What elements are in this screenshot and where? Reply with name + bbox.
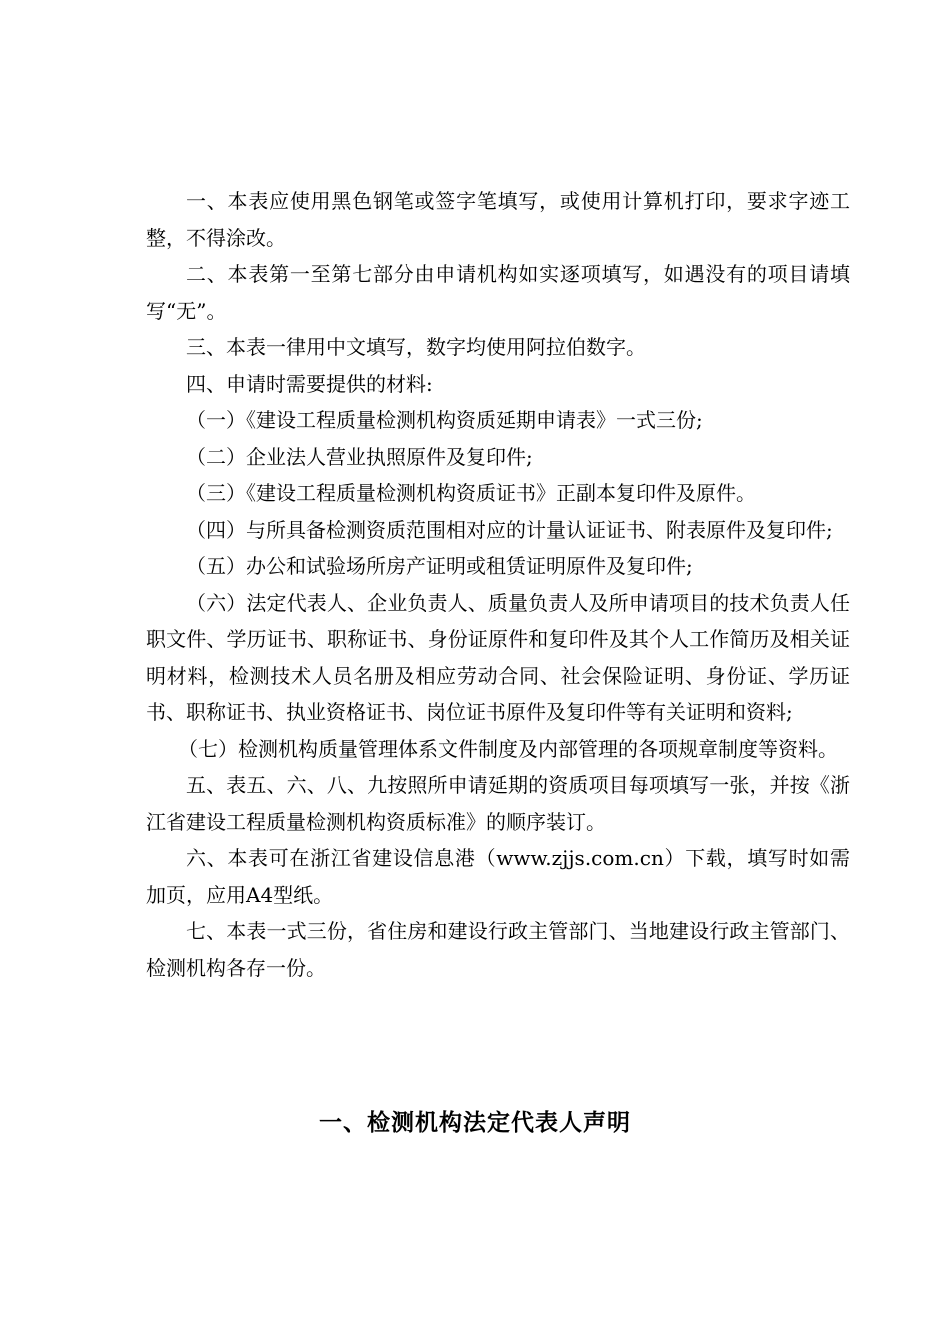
instructions-block xyxy=(146,183,850,986)
instruction-5: 五、表五、六、八、九按照所申请延期的资质项目每项填写一张，并按《浙江省建设工程质量检测机构资质标准》的顺序装订。 xyxy=(146,773,850,834)
instruction-2: 二、本表第一至第七部分由申请机构如实逐项填写，如遇没有的项目请填写“无”。 xyxy=(146,262,850,323)
material-item-4: （四）与所具备检测资质范围相对应的计量认证证书、附表原件及复印件; xyxy=(186,517,833,542)
material-item-6: （六）法定代表人、企业负责人、质量负责人及所申请项目的技术负责人任职文件、学历证书、职称证书、身份证原件和复印件及其个人工作简历及相关证明材料，检测技术人员名册及相应劳动合同、社会保险证明、身份证、学历证书、职称证书、执业资格证书、岗位证书原件及复印件等有关证明和资料; xyxy=(146,590,850,724)
material-item-1: （一）《建设工程质量检测机构资质延期申请表》一式三份; xyxy=(186,408,703,432)
material-item-2: （二）企业法人营业执照原件及复印件; xyxy=(186,444,533,469)
instruction-3: 三、本表一律用中文填写，数字均使用阿拉伯数字。 xyxy=(186,335,646,359)
instruction-4: 四、申请时需要提供的材料: xyxy=(186,371,433,396)
instruction-6: 六、本表可在浙江省建设信息港（www.zjjs.com.cn）下载，填写时如需加页，应用A4型纸。 xyxy=(146,846,850,907)
material-item-3: （三）《建设工程质量检测机构资质证书》正副本复印件及原件。 xyxy=(186,481,756,505)
instruction-7: 七、本表一式三份，省住房和建设行政主管部门、当地建设行政主管部门、检测机构各存一份。 xyxy=(146,919,850,980)
material-item-5: （五）办公和试验场所房产证明或租赁证明原件及复印件; xyxy=(186,554,693,578)
instruction-1: 一、本表应使用黑色钢笔或签字笔填写，或使用计算机打印，要求字迹工整，不得涂改。 xyxy=(146,189,850,250)
material-item-7: （七）检测机构质量管理体系文件制度及内部管理的各项规章制度等资料。 xyxy=(178,736,838,761)
section-heading: 一、检测机构法定代表人声明 xyxy=(319,1109,631,1136)
